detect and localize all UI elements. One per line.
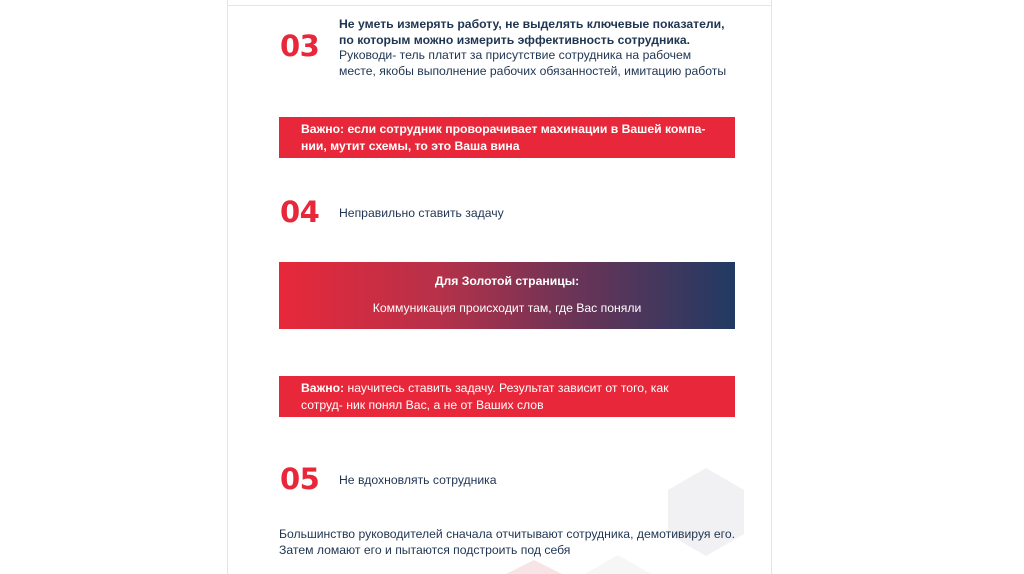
item-03-bold-text: Не уметь измерять работу, не выделять ключевые показатели, по которым можно измерить эффективность сотрудника. xyxy=(339,17,725,47)
important-note-2 xyxy=(279,376,735,417)
important-note-2-text: научитесь ставить задачу. Результат зависит от того, как сотруд- ник понял Вас, а не от Ваших слов xyxy=(301,381,669,412)
important-note-1 xyxy=(279,117,735,158)
document-page xyxy=(227,0,772,574)
item-05-title: Не вдохновлять сотрудника xyxy=(339,473,497,487)
important-note-1-text: Важно: если сотрудник проворачивает махинации в Вашей компа- нии, мутит схемы, то это Ваша вина xyxy=(301,122,706,153)
golden-page-text: Коммуникация происходит там, где Вас поняли xyxy=(372,301,642,315)
golden-page-title: Для Золотой страницы: xyxy=(434,274,580,288)
item-03-number: 03 xyxy=(280,29,320,63)
item-05-body: Большинство руководителей сначала отчитывают сотрудника, демотивируя его. Затем ломают его и пытаются подстроить под себя xyxy=(279,527,736,557)
item-05-number: 05 xyxy=(280,462,320,496)
important-note-2-label: Важно: xyxy=(301,381,345,395)
item-03-rest-text: Руководи- тель платит за присутствие сотрудника на рабочем месте, якобы выполнение рабочих обязанностей, имитацию работы xyxy=(339,48,727,78)
item-03-text xyxy=(339,17,731,79)
item-04-title: Неправильно ставить задачу xyxy=(339,206,504,220)
hexagon-shape xyxy=(504,560,564,574)
golden-page-box xyxy=(279,262,735,329)
item-04-number: 04 xyxy=(280,195,320,229)
